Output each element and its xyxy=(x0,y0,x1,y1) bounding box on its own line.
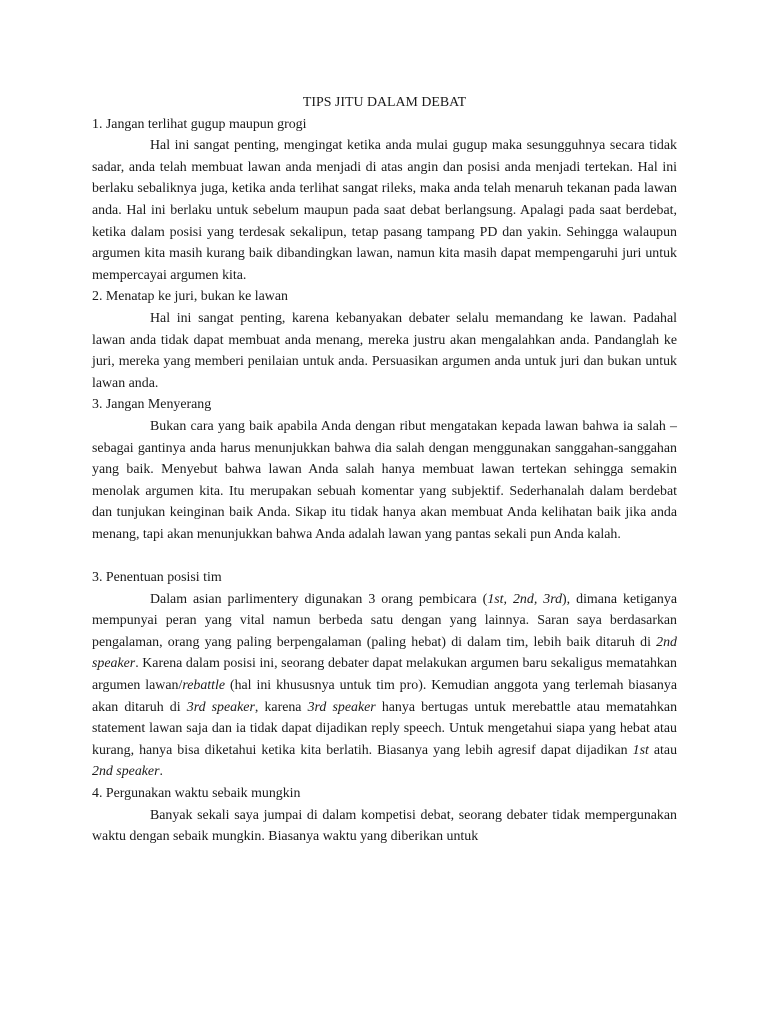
body-text: . xyxy=(159,764,163,780)
italic-term: 1st, 2nd, 3rd xyxy=(487,591,563,607)
section-heading-1: 1. Jangan terlihat gugup maupun grogi xyxy=(92,116,307,132)
section-heading-2: 2. Menatap ke juri, bukan ke lawan xyxy=(92,289,288,305)
section-body-5: Banyak sekali saya jumpai di dalam kompetisi debat, seorang debater tidak mempergunakan waktu dengan sebaik mungkin. Biasanya waktu yang diberikan untuk xyxy=(92,807,677,845)
body-text: , karena xyxy=(254,699,308,715)
italic-term: 2nd speaker xyxy=(92,634,677,672)
section-body-4 xyxy=(92,589,677,783)
page-title: TIPS JITU DALAM DEBAT xyxy=(302,95,467,110)
body-text: ), dimana ketiganya mempunyai peran yang vital namun berbeda satu dengan yang lainnya. Saran saya berdasarkan pengalaman, orang yang paling berpengalaman (paling hebat) di dalam tim, lebih baik ditaruh di xyxy=(92,591,677,650)
blank-line xyxy=(92,545,677,567)
italic-term: 2nd speaker xyxy=(92,764,160,780)
italic-term: 1st xyxy=(632,742,649,758)
section-heading-4: 3. Penentuan posisi tim xyxy=(92,570,222,586)
italic-term: 3rd speaker xyxy=(186,699,255,715)
body-text: Dalam asian parlimentery digunakan 3 orang pembicara ( xyxy=(150,591,488,607)
italic-term: rebattle xyxy=(182,678,226,694)
document-page xyxy=(92,92,677,848)
italic-term: 3rd speaker xyxy=(307,699,376,715)
section-heading-3: 3. Jangan Menyerang xyxy=(92,397,212,413)
section-heading-5: 4. Pergunakan waktu sebaik mungkin xyxy=(92,786,301,801)
body-text: hanya bertugas untuk merebattle atau mematahkan statement lawan saja dan ia tidak dapat dijadikan reply speech. Untuk mengetahui siapa yang hebat atau kurang, hanya bisa diketahui ketika kita berlatih. Biasanya yang lebih agresif dapat dijadikan xyxy=(92,699,678,758)
section-body-3: Bukan cara yang baik apabila Anda dengan ribut mengatakan kepada lawan bahwa ia salah – sebagai gantinya anda harus menunjukkan bahwa dia salah dengan menggunakan sanggahan-sanggahan yang baik. Menyebut bahwa lawan Anda salah hanya membuat lawan tertekan sehingga semakin menolak argumen kita. Itu merupakan sebuah komentar yang subjektif. Sederhanalah dalam berdebat dan tunjukan keinginan baik Anda. Sikap itu tidak hanya akan membuat Anda kelihatan baik jika anda menang, tapi akan menunjukkan bahwa Anda adalah lawan yang pantas sekali pun Anda kalah. xyxy=(92,418,677,542)
body-text: . Karena dalam posisi ini, seorang debater dapat melakukan argumen baru sekaligus mematahkan argumen lawan/ xyxy=(92,656,677,694)
body-text: (hal ini khususnya untuk tim pro). Kemudian anggota yang terlemah biasanya akan ditaruh di xyxy=(92,678,677,715)
section-body-2: Hal ini sangat penting, karena kebanyakan debater selalu memandang ke lawan. Padahal lawan anda tidak dapat membuat anda menang, mereka justru akan mengalahkan anda. Pandanglah ke juri, mereka yang memberi penilaian untuk anda. Persuasikan argumen anda untuk juri dan bukan untuk lawan anda. xyxy=(92,310,677,391)
section-body-1: Hal ini sangat penting, mengingat ketika anda mulai gugup maka sesungguhnya secara tidak sadar, anda telah membuat lawan anda menjadi di atas angin dan posisi anda menjadi tertekan. Hal ini berlaku sebaliknya juga, ketika anda terlihat sangat rileks, maka anda telah menaruh tekanan pada lawan anda. Hal ini berlaku untuk sebelum maupun pada saat debat berlangsung. Apalagi pada saat berdebat, ketika dalam posisi yang terdesak sekalipun, tetap pasang tampang PD dan yakin. Sehingga walaupun argumen kita masih kurang baik dibandingkan lawan, namun kita masih dapat mempengaruhi juri untuk mempercayai argumen kita. xyxy=(92,138,677,283)
body-text: atau xyxy=(648,742,678,758)
